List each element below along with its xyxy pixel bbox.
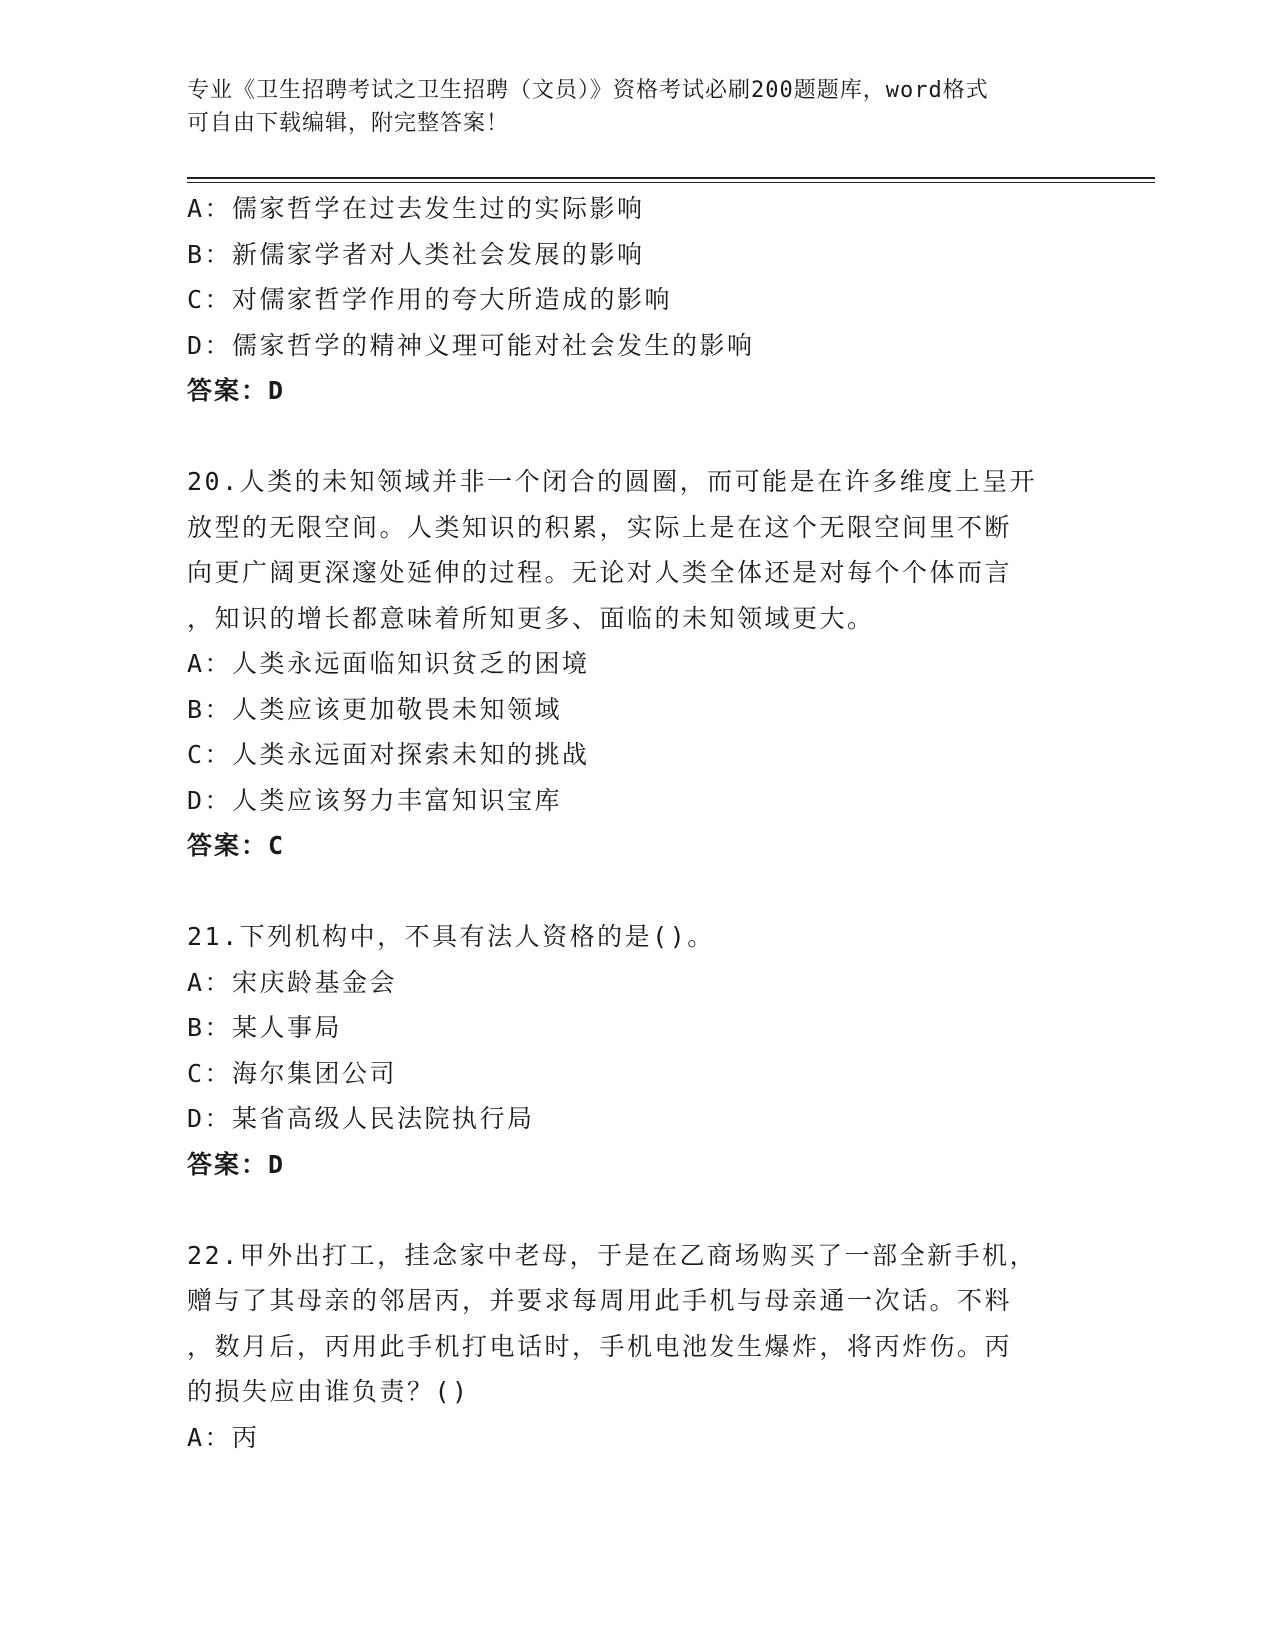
option-b: B：新儒家学者对人类社会发展的影响 <box>187 239 645 269</box>
header-title-line-2: 可自由下载编辑，附完整答案！ <box>187 111 510 136</box>
answer-label: 答案：D <box>187 376 286 405</box>
spacer <box>187 869 1137 915</box>
header-divider-thick <box>187 177 1155 179</box>
question-stem-line: 22.甲外出打工，挂念家中老母，于是在乙商场购买了一部全新手机， <box>187 1240 1038 1270</box>
question-20 <box>187 459 1137 869</box>
question-list <box>187 186 1137 1460</box>
option-c: C：人类永远面对探索未知的挑战 <box>187 740 590 769</box>
option-d: D：人类应该努力丰富知识宝库 <box>187 785 563 815</box>
option-c: C：对儒家哲学作用的夸大所造成的影响 <box>187 285 673 314</box>
question-21 <box>187 914 1137 1187</box>
question-19 <box>187 186 1137 414</box>
option-b: B：某人事局 <box>187 1013 343 1042</box>
option-a: A：宋庆龄基金会 <box>187 967 398 997</box>
option-c: C：海尔集团公司 <box>187 1058 398 1088</box>
option-b: B：人类应该更加敬畏未知领域 <box>187 694 563 724</box>
question-stem-line: 向更广阔更深邃处延伸的过程。无论对人类全体还是对每个个体而言 <box>187 558 1013 587</box>
question-stem-line: 的损失应由谁负责？() <box>187 1377 470 1406</box>
question-stem-line: ，知识的增长都意味着所知更多、面临的未知领域更大。 <box>187 603 875 633</box>
spacer <box>187 414 1137 460</box>
answer-label: 答案：D <box>187 1149 286 1179</box>
question-stem-line: ，数月后，丙用此手机打电话时，手机电池发生爆炸，将丙炸伤。丙 <box>187 1331 1013 1361</box>
question-stem-line: 赠与了其母亲的邻居丙，并要求每周用此手机与母亲通一次话。不料 <box>187 1286 1013 1315</box>
header-title-line-1: 专业《卫生招聘考试之卫生招聘（文员）》资格考试必刷200题题库，word格式 <box>187 78 989 103</box>
option-a: A：人类永远面临知识贫乏的困境 <box>187 649 590 678</box>
question-22 <box>187 1233 1137 1461</box>
question-stem-line: 20.人类的未知领域并非一个闭合的圆圈，而可能是在许多维度上呈开 <box>187 467 1038 496</box>
option-a: A：丙 <box>187 1422 260 1452</box>
document-header <box>187 74 1087 140</box>
header-divider-thin <box>187 182 1155 183</box>
option-a: A：儒家哲学在过去发生过的实际影响 <box>187 194 645 223</box>
option-d: D：儒家哲学的精神义理可能对社会发生的影响 <box>187 330 755 360</box>
question-stem-line: 21.下列机构中，不具有法人资格的是()。 <box>187 922 715 951</box>
spacer <box>187 1187 1137 1233</box>
answer-label: 答案：C <box>187 831 286 860</box>
option-d: D：某省高级人民法院执行局 <box>187 1104 535 1133</box>
question-stem-line: 放型的无限空间。人类知识的积累，实际上是在这个无限空间里不断 <box>187 512 1013 542</box>
